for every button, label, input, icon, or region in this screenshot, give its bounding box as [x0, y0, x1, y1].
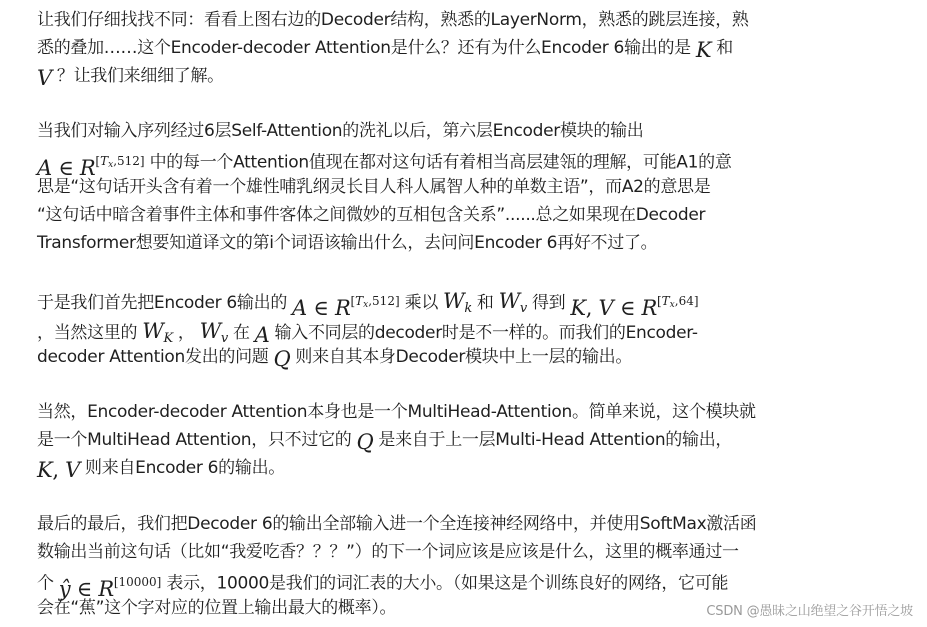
text-line: decoder Attention发出的问题 Q 则来自其本身Decoder模块中上一层的输出。	[37, 347, 633, 371]
math-Q: Q	[273, 347, 291, 371]
csdn-watermark: CSDN @愚昧之山绝望之谷开悟之坡	[706, 604, 913, 619]
text-line: Transformer想要知道译文的第i个词语该输出什么，去问问Encoder 6再好不过了。	[37, 233, 658, 253]
text-line: 数输出当前这句话（比如“我爱吃香？？？”）的下一个词应该是应该是什么，这里的概率通过一	[37, 542, 739, 562]
math-Q: Q	[356, 430, 374, 454]
math-K: K	[695, 38, 712, 62]
text-line: ，当然这里的 $W_K$ ， $W_v$ 在 A 输入不同层的decoder时是不一样的。而我们的Encoder-	[37, 315, 817, 343]
math-A: A	[254, 323, 270, 347]
text-line: 于是我们首先把Encoder 6输出的 A ∈ R[Tx,512] 乘以 $W_k$ 和 $W_v$ 得到 K, V ∈ R[Tx,64]	[37, 284, 817, 315]
text-line: 最后的最后，我们把Decoder 6的输出全部输入进一个全连接神经网络中，并使用SoftMax激活函	[37, 514, 757, 534]
text-line: 会在“蕉”这个字对应的位置上输出最大的概率）。	[37, 598, 397, 618]
paragraph-4	[37, 398, 817, 482]
math-A-in-R-Tx-512: A ∈ R[Tx,512]	[37, 154, 145, 180]
text-line: V ？让我们来细细了解。	[37, 66, 224, 90]
text-line: 当我们对输入序列经过6层Self-Attention的洗礼以后，第六层Encoder模块的输出	[37, 121, 644, 141]
math-K-V-in-R-Tx-64: K, V ∈ R[Tx,64]	[570, 294, 699, 320]
math-K-V: K, V	[37, 458, 81, 482]
text-line: 是一个MultiHead Attention，只不过它的 Q 是来自于上一层Multi-Head Attention的输出，	[37, 430, 733, 454]
paragraph-3	[37, 284, 817, 371]
math-A-in-R-Tx-512: A ∈ R[Tx,512]	[292, 294, 400, 320]
text-line: “这句话中暗含着事件主体和事件客体之间微妙的互相包含关系”......总之如果现在Decoder	[37, 205, 706, 225]
math-y-hat-in-R-10000: ŷ ∈ R[10000]	[58, 575, 162, 601]
math-W-v: $W_v$	[498, 289, 527, 316]
text-line: 个 ŷ ∈ R[10000] 表示，10000是我们的词汇表的大小。（如果这是个训练良好的网络，它可能	[37, 566, 817, 594]
math-W-v: $W_v$	[199, 319, 228, 346]
text-line: 思是“这句话开头含有着一个雄性哺乳纲灵长目人科人属智人种的单数主语”，而A2的意思是	[37, 177, 711, 197]
text-line: A ∈ R[Tx,512] 中的每一个Attention值现在都对这句话有着相当高层建瓴的理解，可能A1的意	[37, 145, 817, 173]
math-W-k: $W_k$	[443, 289, 472, 316]
paragraph-5	[37, 510, 817, 622]
math-W-K: $W_K$	[142, 319, 173, 346]
paragraph-2	[37, 117, 817, 257]
text-line: K, V 则来自Encoder 6的输出。	[37, 458, 285, 482]
text-line: 让我们仔细找找不同：看看上图右边的Decoder结构，熟悉的LayerNorm，熟悉的跳层连接，熟	[37, 10, 749, 30]
text-line: 悉的叠加……这个Encoder-decoder Attention是什么？还有为什么Encoder 6输出的是 K 和	[37, 38, 733, 62]
paragraph-1	[37, 6, 817, 90]
text-line: 当然，Encoder-decoder Attention本身也是一个MultiHead-Attention。简单来说，这个模块就	[37, 402, 756, 422]
math-V: V	[37, 66, 52, 90]
